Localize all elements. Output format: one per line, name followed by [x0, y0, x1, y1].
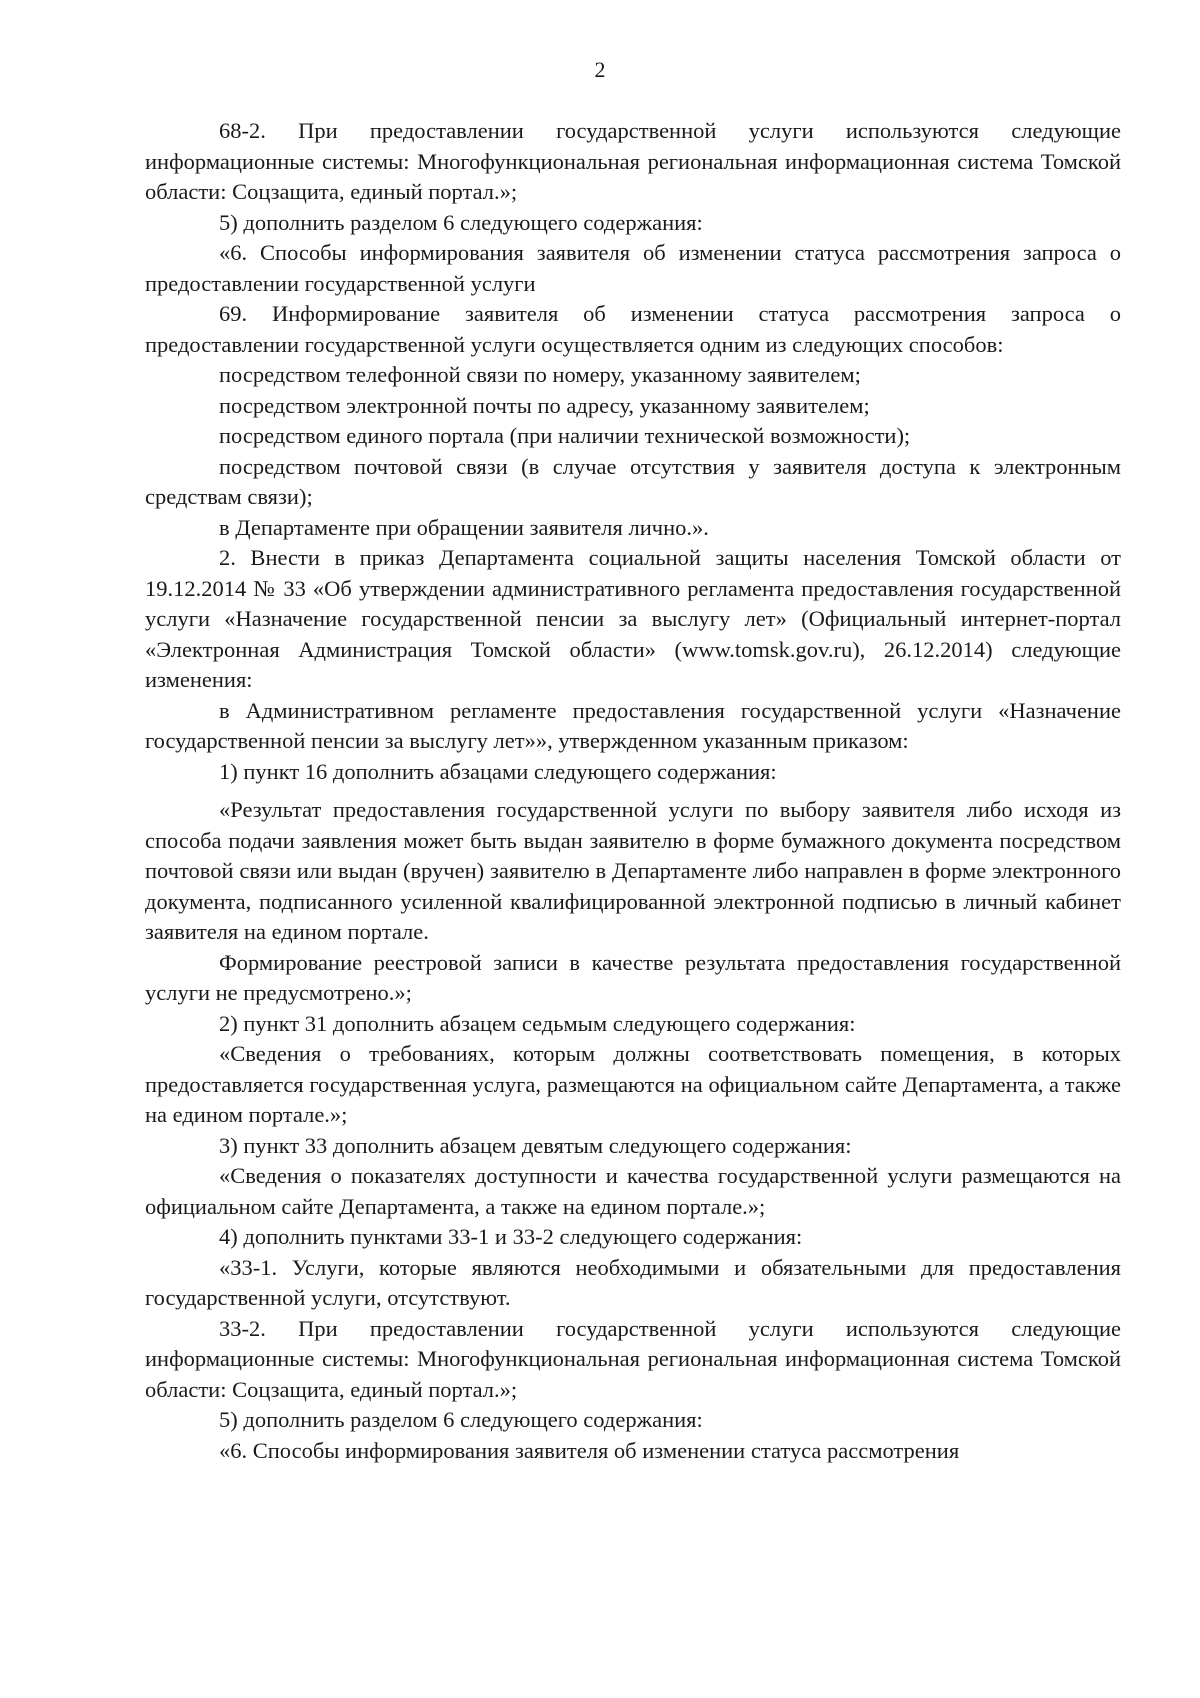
- paragraph: 5) дополнить разделом 6 следующего содержания:: [219, 209, 703, 235]
- paragraph: «Сведения о требованиях, которым должны соответствовать помещения, в которых предоставляется государственная услуга, размещаются на официальном сайте Департамента, а также на едином портале.»;: [145, 1041, 1121, 1127]
- paragraph: Формирование реестровой записи в качестве результата предоставления государственной услуги не предусмотрено.»;: [145, 949, 1121, 1005]
- paragraph: 68-2. При предоставлении государственной услуги используются следующие информационные системы: Многофункциональная региональная информационная система Томской области: Соцзащита, единый портал.»;: [145, 118, 1121, 204]
- list-item: посредством единого портала (при наличии технической возможности);: [219, 423, 911, 448]
- paragraph: 33-2. При предоставлении государственной услуги используются следующие информационные системы: Многофункциональная региональная информационная система Томской области: Соцзащита, единый портал.»;: [145, 1315, 1121, 1402]
- paragraph: 1) пункт 16 дополнить абзацами следующего содержания:: [219, 758, 777, 784]
- paragraph: 2) пункт 31 дополнить абзацем седьмым следующего содержания:: [219, 1010, 856, 1036]
- paragraph: «6. Способы информирования заявителя об изменении статуса рассмотрения запроса о предоставлении государственной услуги: [145, 240, 1121, 296]
- paragraph: 69. Информирование заявителя об изменении статуса рассмотрения запроса о предоставлении государственной услуги осуществляется одним из следующих способов:: [145, 301, 1121, 357]
- list-item: посредством электронной почты по адресу, указанному заявителем;: [219, 392, 870, 418]
- paragraph: 4) дополнить пунктами 33-1 и 33-2 следующего содержания:: [219, 1224, 803, 1249]
- paragraph: «Результат предоставления государственной услуги по выбору заявителя либо исходя из способа подачи заявления может быть выдан заявителю в форме бумажного документа посредством почтовой связи или выдан (вручен) заявителю в Департаменте либо направлен в форме электронного документа, подписанного усиленной квалифицированной электронной подписью в личный кабинет заявителя на едином портале.: [145, 797, 1121, 944]
- paragraph: «6. Способы информирования заявителя об изменении статуса рассмотрения: [219, 1437, 960, 1463]
- paragraph: 5) дополнить разделом 6 следующего содержания:: [219, 1407, 703, 1432]
- paragraph: «33-1. Услуги, которые являются необходимыми и обязательными для предоставления государственной услуги, отсутствуют.: [145, 1254, 1121, 1310]
- paragraph: в Административном регламенте предоставления государственной услуги «Назначение государственной пенсии за выслугу лет»», утвержденном указанным приказом:: [145, 697, 1121, 753]
- list-item: в Департаменте при обращении заявителя лично.».: [219, 514, 709, 540]
- paragraph: 3) пункт 33 дополнить абзацем девятым следующего содержания:: [219, 1132, 852, 1158]
- page-number: 2: [594, 57, 606, 82]
- document-body: [145, 116, 1121, 1466]
- paragraph: «Сведения о показателях доступности и качества государственной услуги размещаются на официальном сайте Департамента, а также на едином портале.»;: [145, 1163, 1121, 1219]
- paragraph: 2. Внести в приказ Департамента социальной защиты населения Томской области от 19.12.2014 № 33 «Об утверждении административного регламента предоставления государственной услуги «Назначение государственной пенсии за выслугу лет» (Официальный интернет-портал «Электронная Администрация Томской области» (www.tomsk.gov.ru), 26.12.2014) следующие изменения:: [145, 545, 1121, 692]
- list-item: посредством почтовой связи (в случае отсутствия у заявителя доступа к электронным средствам связи);: [145, 453, 1121, 509]
- list-item: посредством телефонной связи по номеру, указанному заявителем;: [219, 362, 861, 387]
